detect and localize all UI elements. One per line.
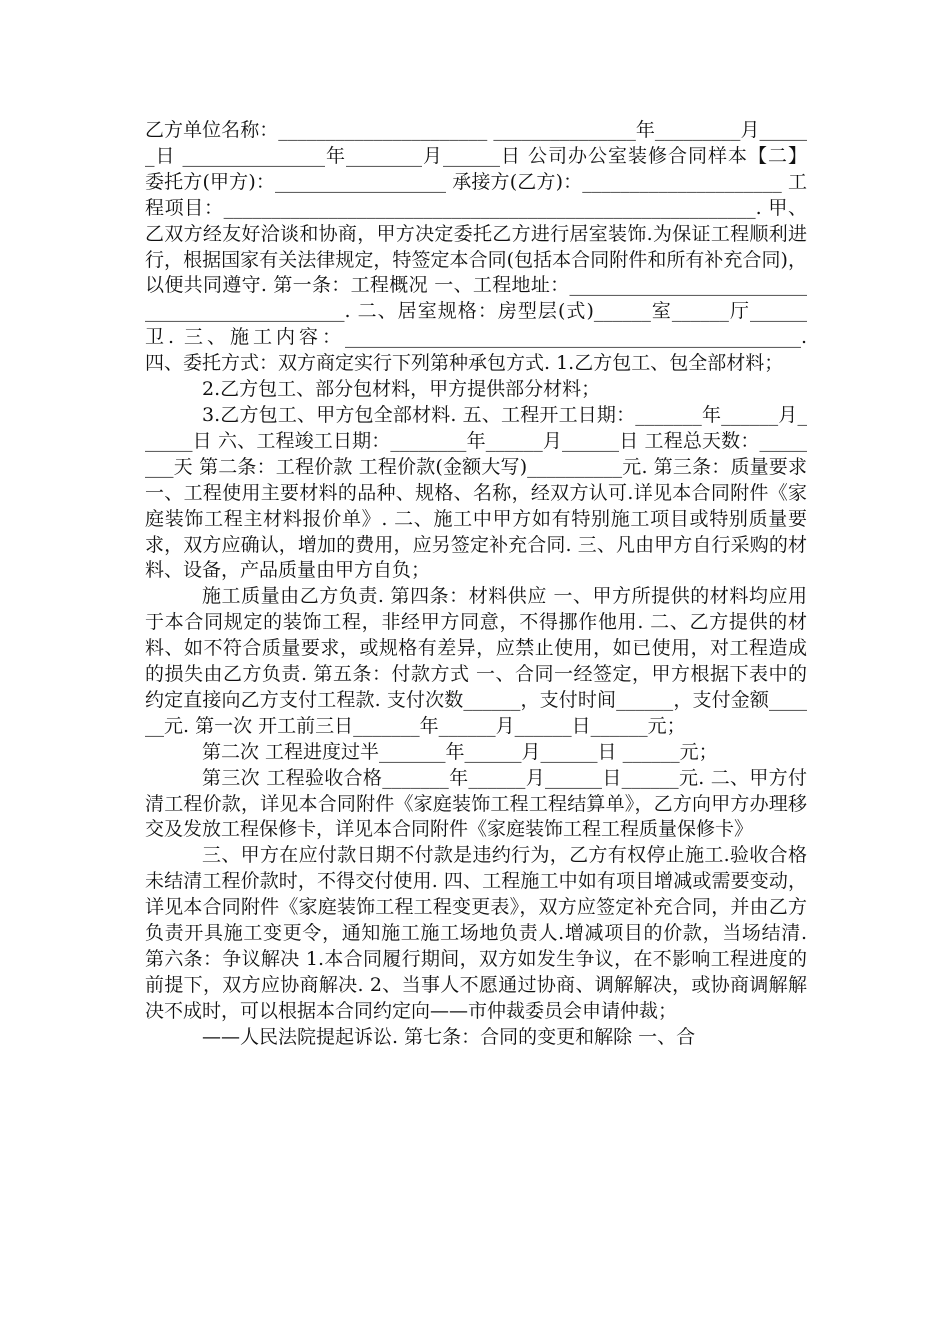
paragraph-7: 三、甲方在应付款日期不付款是违约行为，乙方有权停止施工.验收合格未结清工程价款时，不得交付使用. 四、工程施工中如有项目增减或需要变动，详见本合同附件《家庭装饰工程工程变更表》，双方应签定补充合同，并由乙方负责开具施工变更令，通知施工施工场地负责人.增减项目的价款，当场结清. 第六条：争议解决 1.本合同履行期间，双方如发生争议，在不影响工程进度的前提下，双方应协商解决. 2、当事人不愿通过协商、调解解决，或协商调解解决不成时，可以根据本合同约定向——市仲裁委员会申请仲裁； bbox=[145, 844, 807, 1022]
paragraph-4: 施工质量由乙方负责. 第四条：材料供应 一、甲方所提供的材料均应用于本合同规定的装饰工程，非经甲方同意，不得挪作他用. 二、乙方提供的材料、如不符合质量要求，或规格有差异，应禁止使用，如已使用，对工程造成的损失由乙方负责. 第五条：付款方式 一、合同一经签定，甲方根据下表中的约定直接向乙方支付工程款. 支付次数______，支付时间______，支付金额______元. 第一次 开工前三日_______年______月______日______元； bbox=[145, 585, 807, 737]
paragraph-1: 乙方单位名称：______________________ _______________年_________月______日 _______________年________月______日 公司办公室装修合同样本【二】 委托方(甲方)：__________________ 承接方(乙方)：_____________________ 工程项目：________________________________________________________. 甲、乙双方经友好洽谈和协商，甲方决定委托乙方进行居室装饰.为保证工程顺利进行，根据国家有关法律规定，特签定本合同(包括本合同附件和所有补充合同)，以便共同遵守. 第一条：工程概况 一、工程地址：______________________________________________. 二、居室规格：房型层(式)______室______厅______卫. 三、施工内容：________________________________________________. 四、委托方式：双方商定实行下列第种承包方式. 1.乙方包工、包全部材料； bbox=[145, 119, 807, 375]
contract-document bbox=[145, 118, 807, 1051]
paragraph-8: ——人民法院提起诉讼. 第七条：合同的变更和解除 一、合 bbox=[202, 1025, 696, 1048]
paragraph-5: 第二次 工程进度过半_______年______月______日 ______元； bbox=[202, 740, 718, 763]
paragraph-6: 第三次 工程验收合格_______年______月______日______元. 二、甲方付清工程价款，详见本合同附件《家庭装饰工程工程结算单》，乙方向甲方办理移交及发放工程保修卡，详见本合同附件《家庭装饰工程工程质量保修卡》 bbox=[145, 766, 807, 841]
paragraph-3: 3.乙方包工、甲方包全部材料. 五、工程开工日期：_______年______月______日 六、工程竣工日期：________年______月______日 工程总天数：________天 第二条：工程价款 工程价款(金额大写)__________元. 第三条：质量要求 一、工程使用主要材料的品种、规格、名称，经双方认可.详见本合同附件《家庭装饰工程主材料报价单》. 二、施工中甲方如有特别施工项目或特别质量要求，双方应确认，增加的费用，应另签定补充合同. 三、凡由甲方自行采购的材料、设备，产品质量由甲方自负； bbox=[145, 403, 807, 582]
paragraph-2: 2.乙方包工、部分包材料，甲方提供部分材料； bbox=[202, 378, 601, 401]
